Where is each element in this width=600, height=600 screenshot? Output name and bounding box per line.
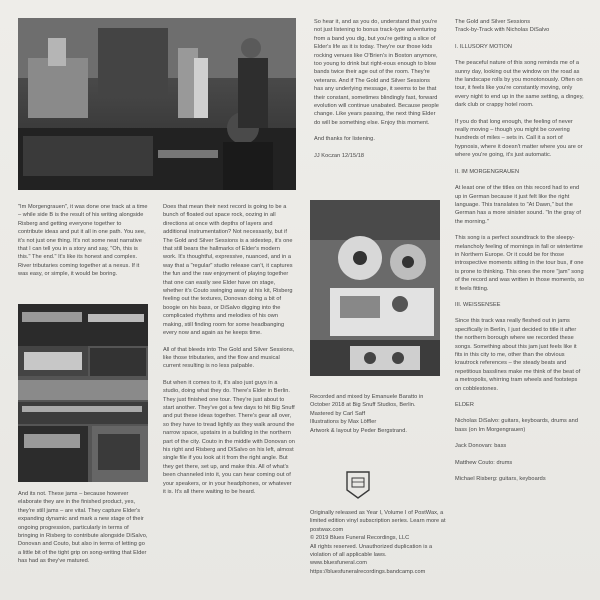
legal-line: https://bluesfuneralrecordings.bandcamp.com: [310, 568, 426, 575]
column-1-text: [18, 203, 148, 287]
member-line: Matthew Couto: drums: [455, 459, 513, 466]
paragraph: "Im Morgengrauen", it was done one track at a time – while side B is the result of his writing alongside Risberg and getting everyone together to contribute ideas and put it all in one path. You see, it's not just one thing. It's not some neat narrative that I can tell you in a story and say, "Oh, this is this." The end." It's like its honest and complex. River tributaries coming together at a nexus. If it was easy, or simple, it would be boring.: [18, 204, 148, 278]
signature: JJ Koczan 12/15/18: [314, 152, 365, 159]
paragraph: And its not. These jams – because however elaborate they are in the finished product, yes, they're still jams – are vital. They capture Elder's expanding dynamic and mark a new stage of their ongoing progression, particularly in terms of bringing in Risberg to contribute alongside DiSalvo, Donovan and Couto, but also in terms of letting go a little bit of the tight grip on song-writing that Elder has had as they've matured.: [18, 491, 148, 565]
credit-line: Illustrations by Max Löffler: [310, 419, 377, 426]
member-line: Michael Risberg: guitars, keyboards: [455, 476, 546, 483]
legal-line: All rights reserved. Unauthorized duplication is a violation of all applicable laws.: [310, 543, 433, 559]
paragraph: But when it comes to it, it's also just guys in a studio, doing what they do. There's Elder in Berlin. They just finished one tour. They're just about to start another. They've got a few days to hit Big Snuff and put these ideas together. There's gear all over, so they have to tread lightly as they walk around the narrow space, upstairs in a building in the northern part of the city. Couto in the middle with Donovan on his right and Risberg and DiSalvo on his left, almost single file if you look at it from the right angle. But they get there, set up, and make this. All of what's been channeled into it, you can hear coming out of your speakers, or in your headphones, or whatever it is. It's all there waiting to be heard.: [163, 379, 295, 495]
credit-line: Recorded and mixed by Emanuele Baratto in October 2018 at Big Snuff Studios, Berlin.: [310, 394, 424, 409]
paragraph: So hear it, and as you do, understand that you're not just listening to bonus track-type adventuring from a band you dig, but you're getting a slice of Elder's life as it is today. They're our those kids rocking venues like O'Brien's in Boston anymore, too young to drink but right-eous enough to blow bands twice their age out of the room. They're veterans. And if The Gold and Silver Sessions has any underlying message, it seems to be that their constant, sometimes blindingly fast, forward evolution will continue unabated. Because people change. Like years passing, the next thing Elder do will be something else. Enjoy this moment.: [314, 19, 439, 126]
tape-machine-photo: [310, 200, 440, 376]
legal-block: [310, 509, 446, 576]
section-heading: I. ILLUSORY MOTION: [455, 43, 512, 50]
label-logo: [341, 470, 375, 500]
credit-line: Mastered by Carl Saff: [310, 410, 366, 417]
member-line: Nicholas DiSalvo: guitars, keyboards, drums and bass (on Im Morgengrauen): [455, 418, 578, 433]
legal-line: © 2019 Blues Funeral Recordings, LLC: [310, 535, 410, 542]
legal-line: www.bluesfuneral.com: [310, 560, 367, 567]
legal-line: Originally released as Year I, Volume I of PostWax, a limited edition vinyl subscription series. Learn more at postwax.com: [310, 510, 446, 533]
studio-photo-top: [18, 18, 296, 190]
track-notes-subtitle: Track-by-Track with Nicholas DiSalvo: [455, 27, 550, 34]
gear-rack-photo: [18, 304, 148, 482]
track-notes-header: [455, 18, 585, 35]
section-heading: ELDER: [455, 402, 474, 409]
paragraph: The peaceful nature of this song reminds me of a sunny day, looking out the window on the road as the landscape rolls by you monotonously. Often on tour, it feels like you're constantly moving, only every night to end up in the same setting, a dingey, dark club or crappy hotel room.: [455, 60, 584, 109]
paragraph: At least one of the titles on this record had to end up in German because it just felt like the right language. This translates to "At Dawn," but the German has a more sinister sound. "In the gray of the morning.": [455, 185, 582, 225]
section-heading: III. WEISSENSEE: [455, 301, 501, 308]
credits-block: [310, 393, 442, 435]
paragraph: If you do that long enough, the feeling of never really moving – though you might be covering hundreds of miles – sets in. Call it a sort of hypnosis, where it doesn't matter where you are or where you're going, it's just automatic.: [455, 118, 583, 159]
paragraph: All of that bleeds into The Gold and Silver Sessions, like those tributaries, and the flow and musical current resulting is no less palpable.: [163, 346, 295, 370]
paragraph: Does that mean their next record is going to be a bunch of floated out space rock, oozing in all directions at once with depths of layers and additional instrumentation? Not necessarily, but if The Gold and Silver Sessions is a sidestep, it's one that still bears the hallmarks of Elder's modern work. It's thoughtful, expressive, nuanced, and in a way that a "regular" studio release can't, it captures the fun and the raw enjoyment of playing together that one can easily see Elder have on stage, whether it's Couto swinging away at his kit, Risberg feeling out the textures, Donovan doing a bit of boogie on his bass, or DiSalvo digging into the complicated rhythms and melodies of his own making, still finding room for some headbanging every now and again as he keeps time.: [163, 204, 293, 337]
paragraph: And thanks for listening.: [314, 136, 375, 143]
column-2-text: [163, 203, 295, 504]
paragraph: This song is a perfect soundtrack to the sleepy-melancholy feeling of mornings in fall or wintertime in Northern Europe. Or it could be for those introspective moments sitting in the tour bus, if one is prone to thinking. This ones the more "jam" song of the record and was written in those moments, so it feels fitting.: [455, 235, 585, 292]
column-1-bottom-text: [18, 490, 148, 574]
member-line: Jack Donovan: bass: [455, 443, 507, 450]
paragraph: Since this track was really fleshed out in jams specifically in Berlin, I just decided to title it after the northern borough where we recorded these songs. Something about this jam just feels like it fits in this city to me, other than the obvious krautrock references – the steady beats and repetitious basslines make me think of the beat of a metropolis, whirring tram wheels and footsteps on cobblestones.: [455, 318, 581, 392]
section-heading: II. IM MORGENGRAUEN: [455, 168, 520, 175]
track-by-track-column: [455, 18, 585, 483]
credit-line: Artwork & layout by Peder Bergstrand.: [310, 427, 407, 434]
track-notes-title: The Gold and Silver Sessions: [455, 19, 531, 25]
intro-closing-text: [314, 18, 440, 168]
